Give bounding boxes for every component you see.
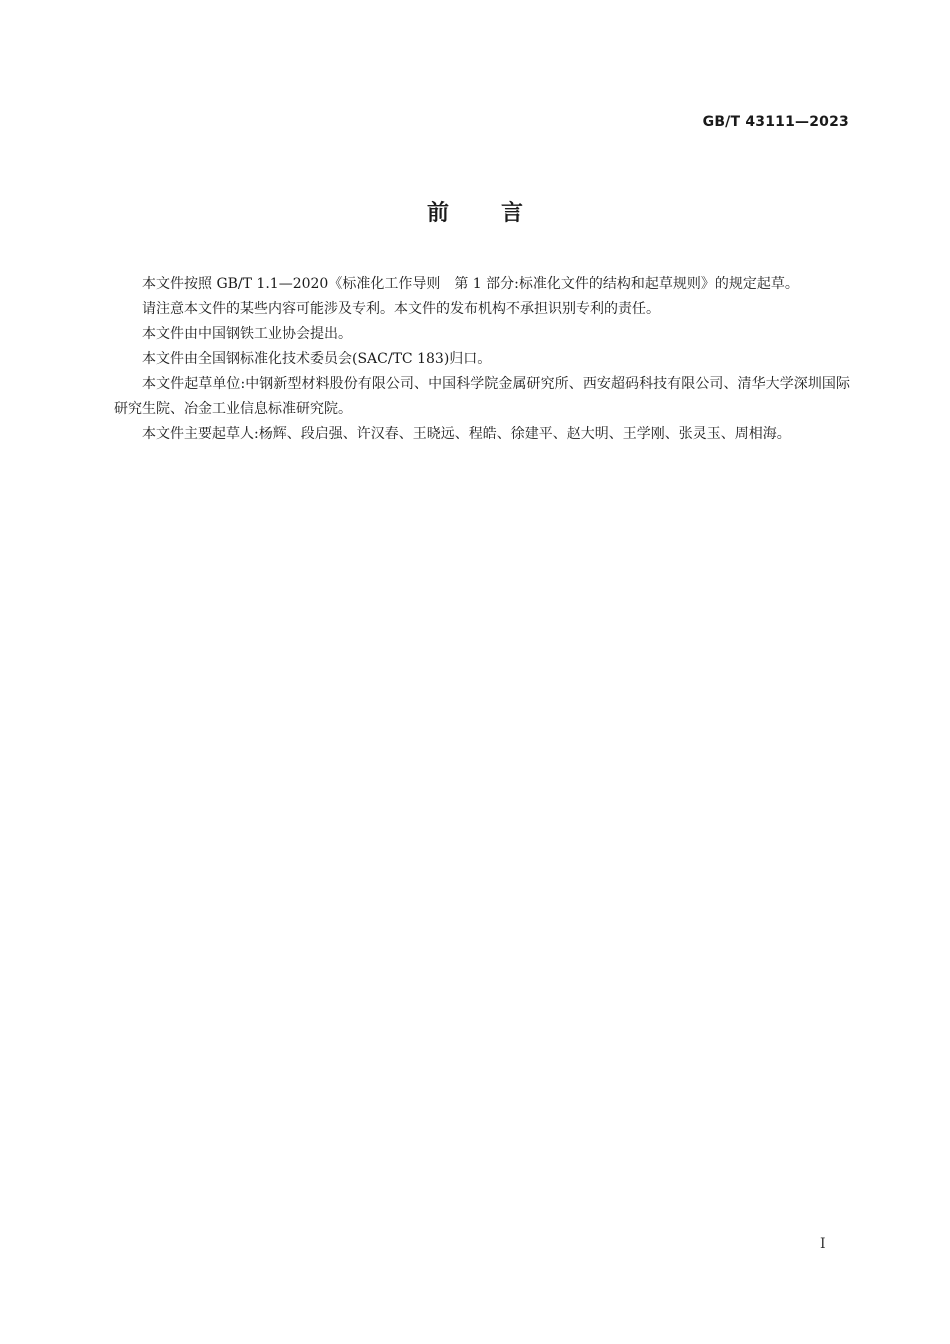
paragraph-proposed-by: 本文件由中国钢铁工业协会提出。 — [142, 326, 352, 342]
page-title — [0, 196, 950, 227]
paragraph-drafting-rules: 本文件按照 GB/T 1.1—2020《标准化工作导则 第 1 部分:标准化文件的结构和起草规则》的规定起草。 — [142, 276, 799, 292]
title-char-1: 前 — [426, 201, 449, 226]
foreword-body — [114, 272, 850, 447]
paragraph-main-drafters: 本文件主要起草人:杨辉、段启强、许汉春、王晓远、程皓、徐建平、赵大明、王学刚、张灵玉、周相海。 — [142, 426, 791, 442]
title-char-2: 言 — [501, 201, 524, 226]
standard-number: GB/T 43111—2023 — [702, 114, 849, 130]
paragraph-drafting-organizations: 本文件起草单位:中钢新型材料股份有限公司、中国科学院金属研究所、西安超码科技有限公司、清华大学深圳国际研究生院、冶金工业信息标准研究院。 — [114, 376, 850, 417]
page-number: I — [820, 1236, 826, 1252]
paragraph-under-jurisdiction: 本文件由全国钢标准化技术委员会(SAC/TC 183)归口。 — [142, 351, 492, 367]
paragraph-patent-notice: 请注意本文件的某些内容可能涉及专利。本文件的发布机构不承担识别专利的责任。 — [142, 301, 660, 317]
